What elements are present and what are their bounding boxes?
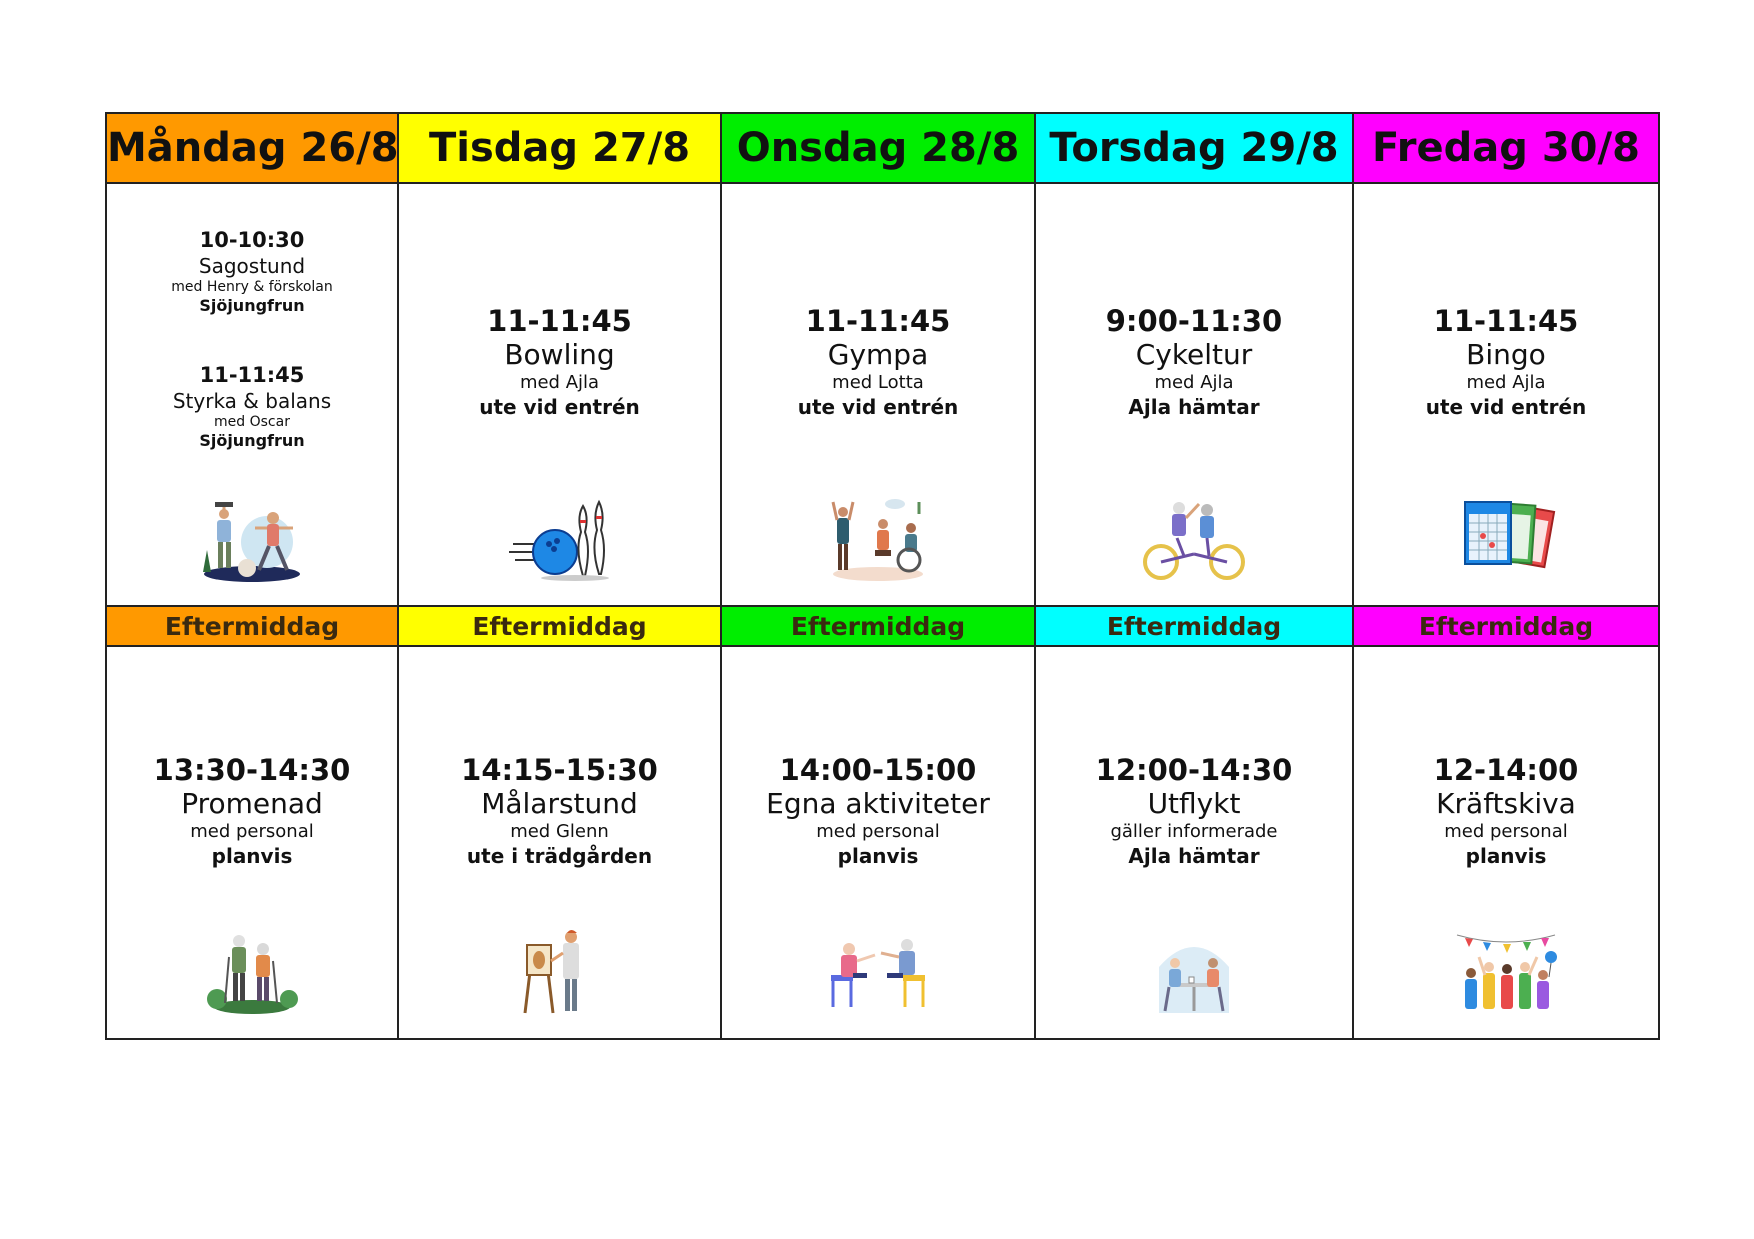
activity-time: 10-10:30 — [199, 228, 305, 253]
walking-seniors-icon — [197, 927, 307, 1017]
activity-block — [722, 753, 1034, 869]
morning-cell-friday — [1353, 183, 1659, 606]
bowling-icon — [505, 494, 615, 584]
group-exercise-icon — [823, 494, 933, 584]
cafe-outing-icon — [1139, 927, 1249, 1017]
afternoon-cell-thursday — [1035, 646, 1353, 1039]
activity-leader: med Lotta — [832, 372, 924, 394]
afternoon-header-wednesday: Eftermiddag — [721, 606, 1035, 646]
activity-time: 9:00-11:30 — [1105, 304, 1283, 339]
afternoon-header-tuesday: Eftermiddag — [398, 606, 721, 646]
activity-time: 11-11:45 — [487, 304, 632, 339]
activity-block — [107, 226, 397, 316]
day-header-wednesday: Onsdag 28/8 — [721, 113, 1035, 183]
activity-time: 14:00-15:00 — [779, 753, 977, 788]
exercise-seniors-icon — [197, 494, 307, 584]
morning-cell-thursday — [1035, 183, 1353, 606]
activity-leader: med Ajla — [519, 372, 600, 394]
afternoon-header-row — [106, 606, 1659, 646]
morning-row — [106, 183, 1659, 606]
activity-block — [107, 361, 397, 451]
activity-title: Cykeltur — [1135, 338, 1253, 372]
activity-time: 12:00-14:30 — [1095, 753, 1293, 788]
afternoon-cell-monday — [106, 646, 398, 1039]
activity-place: Sjöjungfrun — [199, 296, 305, 316]
activity-place: planvis — [837, 844, 919, 869]
activity-block — [107, 753, 397, 869]
activity-time: 12-14:00 — [1433, 753, 1579, 788]
activity-leader: med Oscar — [214, 414, 290, 431]
activity-title: Bingo — [1466, 338, 1546, 372]
activity-leader: med Henry & förskolan — [171, 279, 333, 296]
activity-place: Ajla hämtar — [1128, 395, 1260, 420]
party-crowd-icon — [1451, 927, 1561, 1017]
activity-time: 14:15-15:30 — [461, 753, 658, 788]
activity-place: planvis — [211, 844, 293, 869]
afternoon-cell-wednesday — [721, 646, 1035, 1039]
activity-time: 11-11:45 — [199, 363, 305, 388]
day-header-tuesday: Tisdag 27/8 — [398, 113, 721, 183]
activity-place: ute i trädgården — [466, 844, 653, 869]
activity-block — [1036, 753, 1352, 869]
activity-place: Ajla hämtar — [1128, 844, 1260, 869]
bingo-cards-icon — [1451, 494, 1561, 584]
activity-block — [399, 304, 720, 420]
activity-title: Promenad — [181, 787, 323, 821]
activity-title: Styrka & balans — [172, 389, 332, 414]
activity-leader: med personal — [816, 821, 940, 843]
activity-place: ute vid entrén — [479, 395, 640, 420]
activity-place: Sjöjungfrun — [199, 431, 305, 451]
activity-place: ute vid entrén — [797, 395, 959, 420]
activity-block — [1354, 304, 1658, 420]
activity-title: Sagostund — [198, 254, 306, 279]
day-header-thursday: Torsdag 29/8 — [1035, 113, 1353, 183]
weekly-schedule-table — [105, 112, 1660, 1040]
activity-title: Utflykt — [1147, 787, 1241, 821]
activity-title: Gympa — [827, 338, 929, 372]
activity-leader: gäller informerade — [1110, 821, 1278, 843]
afternoon-row — [106, 646, 1659, 1039]
morning-cell-wednesday — [721, 183, 1035, 606]
activity-leader: med Ajla — [1154, 372, 1234, 394]
activity-title: Egna aktiviteter — [766, 787, 990, 821]
activity-time: 11-11:45 — [1433, 304, 1579, 339]
morning-cell-tuesday — [398, 183, 721, 606]
day-header-row — [106, 113, 1659, 183]
activity-block — [1036, 304, 1352, 420]
painter-easel-icon — [505, 927, 615, 1017]
day-header-friday: Fredag 30/8 — [1353, 113, 1659, 183]
activity-title: Kräftskiva — [1436, 787, 1576, 821]
morning-cell-monday — [106, 183, 398, 606]
activity-leader: med Glenn — [510, 821, 609, 843]
afternoon-cell-friday — [1353, 646, 1659, 1039]
activity-title: Målarstund — [481, 787, 638, 821]
activity-leader: med personal — [190, 821, 314, 843]
activity-time: 11-11:45 — [805, 304, 951, 339]
afternoon-header-monday: Eftermiddag — [106, 606, 398, 646]
activity-block — [399, 753, 720, 869]
activity-time: 13:30-14:30 — [153, 753, 351, 788]
activity-leader: med Ajla — [1466, 372, 1546, 394]
activity-place: planvis — [1465, 844, 1547, 869]
afternoon-header-thursday: Eftermiddag — [1035, 606, 1353, 646]
activity-leader: med personal — [1444, 821, 1568, 843]
afternoon-header-friday: Eftermiddag — [1353, 606, 1659, 646]
afternoon-cell-tuesday — [398, 646, 721, 1039]
activity-place: ute vid entrén — [1425, 395, 1587, 420]
activity-block — [1354, 753, 1658, 869]
activity-title: Bowling — [504, 338, 615, 372]
day-header-monday: Måndag 26/8 — [106, 113, 398, 183]
people-chatting-icon — [823, 927, 933, 1017]
tandem-bike-icon — [1139, 494, 1249, 584]
activity-block — [722, 304, 1034, 420]
